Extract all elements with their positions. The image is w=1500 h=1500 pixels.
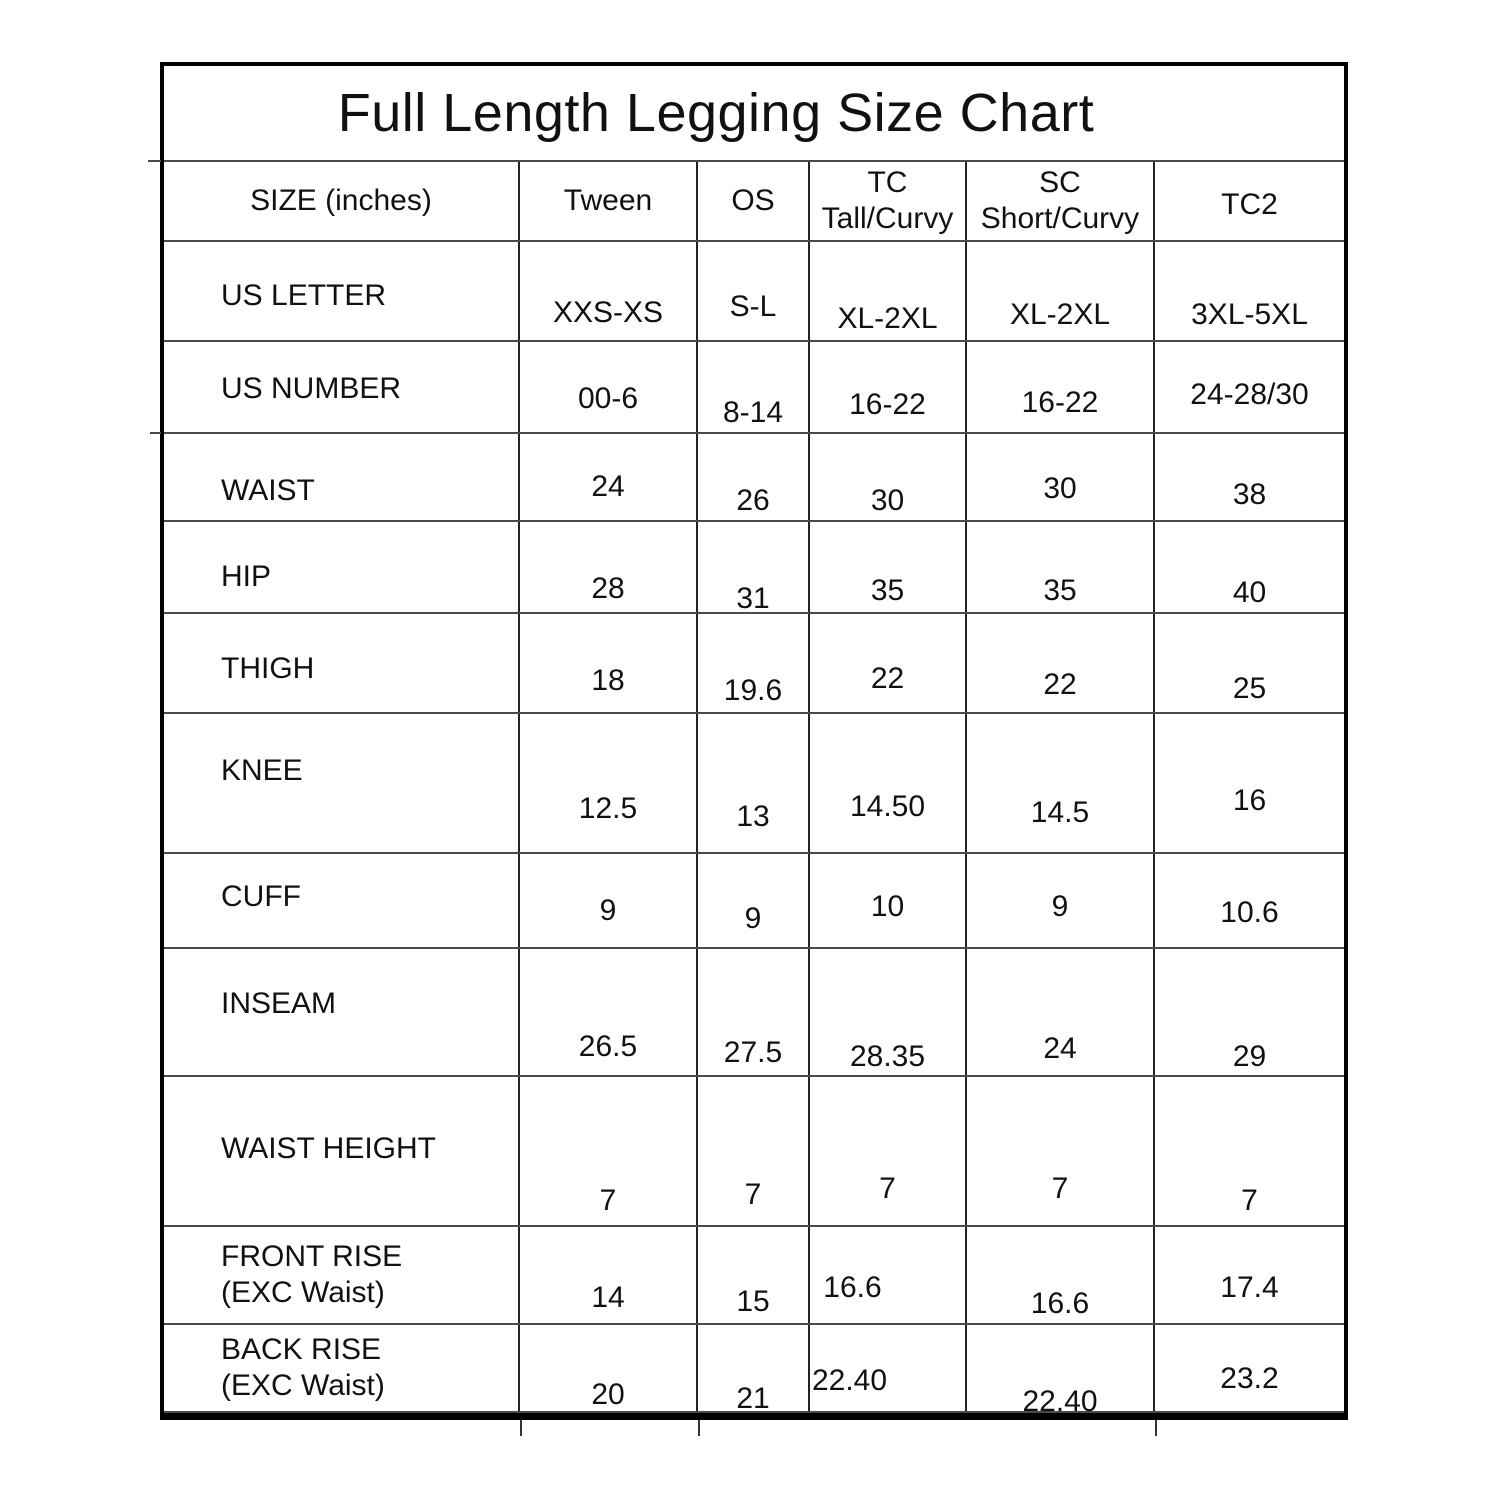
cell-value: 24 [967, 949, 1155, 1075]
cell-value: 3XL-5XL [1191, 298, 1308, 331]
row-cuff [164, 854, 1344, 949]
row-label-knee: KNEE [164, 714, 520, 852]
header-cell-os: OS [698, 162, 810, 240]
row-label-hip: HIP [164, 522, 520, 612]
row-back-rise [164, 1325, 1344, 1418]
cell-value: 7 [810, 1077, 967, 1225]
cell-value: 12.5 [520, 714, 698, 852]
cell-value: XXS-XS [520, 242, 698, 340]
row-knee [164, 714, 1344, 854]
gridline-overshoot-left-top [148, 160, 161, 162]
cell-value: 16-22 [810, 342, 967, 432]
cell-value: 7 [967, 1077, 1155, 1225]
row-us-letter [164, 242, 1344, 342]
gridline-overshoot-bottom-1 [520, 1420, 522, 1436]
row-label-back-rise: BACK RISE (EXC Waist) [164, 1325, 520, 1411]
cell-value: 7 [698, 1077, 810, 1225]
row-label-front-rise: FRONT RISE (EXC Waist) [164, 1227, 520, 1323]
cell-value: 25 [1232, 672, 1267, 705]
cell-value: 10 [810, 854, 967, 947]
gridline-overshoot-bottom-2 [698, 1420, 700, 1436]
row-label-cuff: CUFF [164, 854, 520, 947]
cell-value: 16 [1232, 784, 1267, 817]
row-label-waist: WAIST [164, 434, 520, 520]
cell-value: 30 [967, 434, 1155, 520]
row-hip [164, 522, 1344, 614]
row-us-number [164, 342, 1344, 434]
cell-value: 22 [967, 614, 1155, 712]
cell-value: 7 [1241, 1184, 1258, 1217]
header-cell-size [164, 162, 520, 240]
cell-value: 23.2 [1220, 1362, 1279, 1395]
size-units-label: SIZE (inches) [250, 184, 432, 217]
cell-value: 13 [698, 714, 810, 852]
row-thigh [164, 614, 1344, 714]
header-cell-sc: SC Short/Curvy [967, 162, 1155, 240]
cell-value: 21 [698, 1325, 810, 1411]
cell-value: 9 [698, 854, 810, 947]
cell-value: 8-14 [698, 342, 810, 432]
row-label-us-number: US NUMBER [164, 342, 520, 432]
cell-value: 15 [698, 1227, 810, 1323]
cell-value: 00-6 [520, 342, 698, 432]
cell-value: 16.6 [810, 1227, 967, 1323]
row-waist [164, 434, 1344, 522]
cell-value: 30 [810, 434, 967, 520]
cell-value: 16-22 [967, 342, 1155, 432]
cell-value: 22.40 [967, 1325, 1155, 1411]
row-front-rise [164, 1227, 1344, 1325]
header-cell-tween: Tween [520, 162, 698, 240]
cell-value: 26.5 [520, 949, 698, 1075]
row-inseam [164, 949, 1344, 1077]
row-label-thigh: THIGH [164, 614, 520, 712]
cell-value: 20 [520, 1325, 698, 1411]
cell-value: 9 [967, 854, 1155, 947]
cell-value: 35 [810, 522, 967, 612]
cell-value: 22.40 [810, 1325, 967, 1411]
row-label-us-letter: US LETTER [164, 242, 520, 340]
cell-value: XL-2XL [967, 242, 1155, 340]
chart-title-row [164, 66, 1344, 162]
row-label-waist-height: WAIST HEIGHT [164, 1077, 520, 1225]
row-label-inseam: INSEAM [164, 949, 520, 1075]
cell-value: 14.50 [810, 714, 967, 852]
header-row [164, 162, 1344, 242]
cell-value: 14.5 [967, 714, 1155, 852]
cell-value: 29 [1232, 1040, 1267, 1073]
cell-value: 9 [520, 854, 698, 947]
cell-value: S-L [698, 242, 810, 340]
chart-title: Full Length Legging Size Chart [337, 83, 1095, 143]
cell-value: 38 [1232, 478, 1267, 511]
cell-value: 28 [520, 522, 698, 612]
cell-value: 16.6 [967, 1227, 1155, 1323]
cell-value: 7 [520, 1077, 698, 1225]
cell-value: 40 [1232, 576, 1267, 609]
header-cell-tc2: TC2 [1221, 188, 1278, 221]
cell-value: 17.4 [1220, 1271, 1279, 1304]
cell-value: 22 [810, 614, 967, 712]
cell-value: 35 [967, 522, 1155, 612]
cell-value: XL-2XL [810, 242, 967, 340]
size-chart-table [160, 62, 1348, 1420]
cell-value: 19.6 [698, 614, 810, 712]
gridline-overshoot-left-mid [150, 432, 161, 434]
cell-value: 14 [520, 1227, 698, 1323]
cell-value: 18 [520, 614, 698, 712]
header-cell-tc: TC Tall/Curvy [810, 162, 967, 240]
cell-value: 31 [698, 522, 810, 612]
cell-value: 24-28/30 [1190, 378, 1309, 411]
cell-value: 26 [698, 434, 810, 520]
row-waist-height [164, 1077, 1344, 1227]
cell-value: 24 [520, 434, 698, 520]
cell-value: 28.35 [810, 949, 967, 1075]
cell-value: 27.5 [698, 949, 810, 1075]
gridline-overshoot-bottom-3 [1155, 1420, 1157, 1436]
cell-value: 10.6 [1220, 895, 1279, 929]
